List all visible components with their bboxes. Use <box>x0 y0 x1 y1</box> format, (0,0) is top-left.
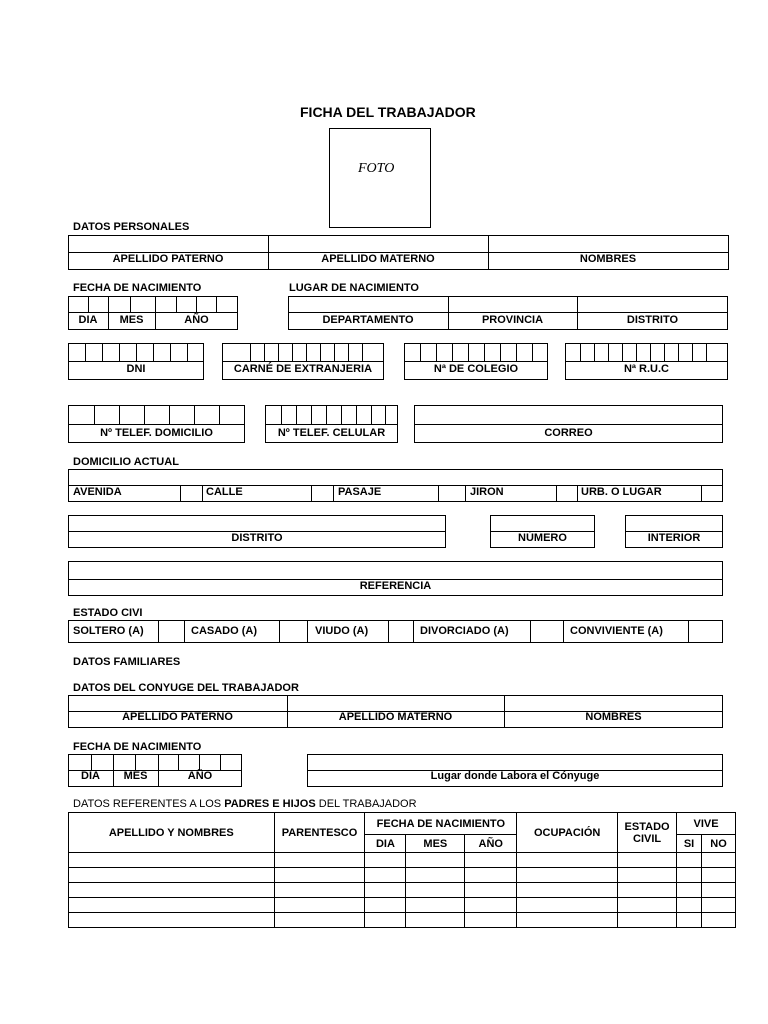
col-vive-header: VIVE <box>677 813 736 835</box>
col-anio-header: AÑO <box>465 835 517 853</box>
conyuge-anio-label: AÑO <box>187 770 213 782</box>
distrito-label: DISTRITO <box>231 532 283 544</box>
carne-label: CARNÉ DE EXTRANJERIA <box>233 363 373 375</box>
col-fecha-header: FECHA DE NACIMIENTO <box>365 813 517 835</box>
conyuge-heading: DATOS DEL CONYUGE DEL TRABAJADOR <box>73 682 299 694</box>
table-row[interactable] <box>69 913 736 928</box>
referencia-label: REFERENCIA <box>359 580 432 592</box>
col-no-header: NO <box>702 835 736 853</box>
conviviente-label: CONVIVIENTE (A) <box>570 625 663 637</box>
padres-hijos-heading: DATOS REFERENTES A LOS PADRES E HIJOS DEL TRABAJADOR <box>73 798 417 810</box>
table-row[interactable] <box>69 853 736 868</box>
numero-label: NÚMERO <box>518 532 567 544</box>
paterno-field[interactable] <box>68 236 268 252</box>
birthdate-heading: FECHA DE NACIMIENTO <box>73 282 202 294</box>
viudo-label: VIUDO (A) <box>315 625 369 637</box>
casado-checkbox[interactable] <box>280 621 307 642</box>
conyuge-dia-label: DIA <box>81 770 100 782</box>
provincia-label: PROVINCIA <box>481 314 544 326</box>
materno-label: APELLIDO MATERNO <box>321 253 435 265</box>
col-si-header: SI <box>677 835 702 853</box>
casado-label: CASADO (A) <box>191 625 257 637</box>
conyuge-paterno-label: APELLIDO PATERNO <box>122 711 233 723</box>
padres-hijos-table <box>68 812 736 928</box>
col-parentesco-header: PARENTESCO <box>274 813 365 853</box>
familiares-heading: DATOS FAMILIARES <box>73 656 181 668</box>
urb-label: URB. O LUGAR <box>581 486 662 498</box>
birth-dia-label: DIA <box>78 314 98 326</box>
col-estado-header: ESTADO CIVIL <box>618 813 677 853</box>
colegio-label: Nª DE COLEGIO <box>433 363 519 375</box>
telef-celular-label: Nº TELEF. CELULAR <box>277 427 386 439</box>
domicilio-heading: DOMICILIO ACTUAL <box>73 456 179 468</box>
birthplace-heading: LUGAR DE NACIMIENTO <box>289 282 419 294</box>
materno-field[interactable] <box>269 236 488 252</box>
personal-heading: DATOS PERSONALES <box>73 221 190 233</box>
distrito-birth-label: DISTRITO <box>626 314 679 326</box>
correo-label: CORREO <box>544 427 593 439</box>
conyuge-birth-heading: FECHA DE NACIMIENTO <box>73 741 202 753</box>
conyuge-mes-label: MES <box>123 770 148 782</box>
interior-label: INTERIOR <box>647 532 701 544</box>
calle-label: CALLE <box>206 486 243 498</box>
conyuge-nombres-label: NOMBRES <box>585 711 642 723</box>
birth-anio-label: AÑO <box>184 314 209 326</box>
conyuge-labora-label: Lugar donde Labora el Cónyuge <box>430 770 600 782</box>
telef-domicilio-label: Nº TELEF. DOMICILIO <box>100 427 213 439</box>
birth-mes-label: MES <box>119 314 144 326</box>
table-row[interactable] <box>69 883 736 898</box>
avenida-label: AVENIDA <box>73 486 122 498</box>
nombres-field[interactable] <box>489 236 728 252</box>
viudo-checkbox[interactable] <box>389 621 413 642</box>
divorciado-checkbox[interactable] <box>531 621 563 642</box>
photo-label: FOTO <box>358 161 395 176</box>
jiron-label: JIRON <box>470 486 504 498</box>
photo-box[interactable] <box>329 128 431 228</box>
dni-label: DNI <box>126 363 146 375</box>
paterno-label: APELLIDO PATERNO <box>112 253 224 265</box>
nombres-label: NOMBRES <box>579 253 637 265</box>
conviviente-checkbox[interactable] <box>689 621 722 642</box>
pasaje-label: PASAJE <box>338 486 382 498</box>
ruc-label: Nª R.U.C <box>623 363 669 375</box>
col-dia-header: DIA <box>365 835 406 853</box>
conyuge-materno-label: APELLIDO MATERNO <box>338 711 453 723</box>
civil-heading: ESTADO CIVI <box>73 607 143 619</box>
table-row[interactable] <box>69 898 736 913</box>
page-title: FICHA DEL TRABAJADOR <box>300 104 476 120</box>
table-row[interactable] <box>69 868 736 883</box>
departamento-label: DEPARTAMENTO <box>322 314 414 326</box>
col-ocupacion-header: OCUPACIÓN <box>517 813 618 853</box>
soltero-label: SOLTERO (A) <box>73 625 144 637</box>
divorciado-label: DIVORCIADO (A) <box>420 625 509 637</box>
soltero-checkbox[interactable] <box>159 621 184 642</box>
col-nombres-header: APELLIDO Y NOMBRES <box>69 813 275 853</box>
col-mes-header: MES <box>406 835 465 853</box>
